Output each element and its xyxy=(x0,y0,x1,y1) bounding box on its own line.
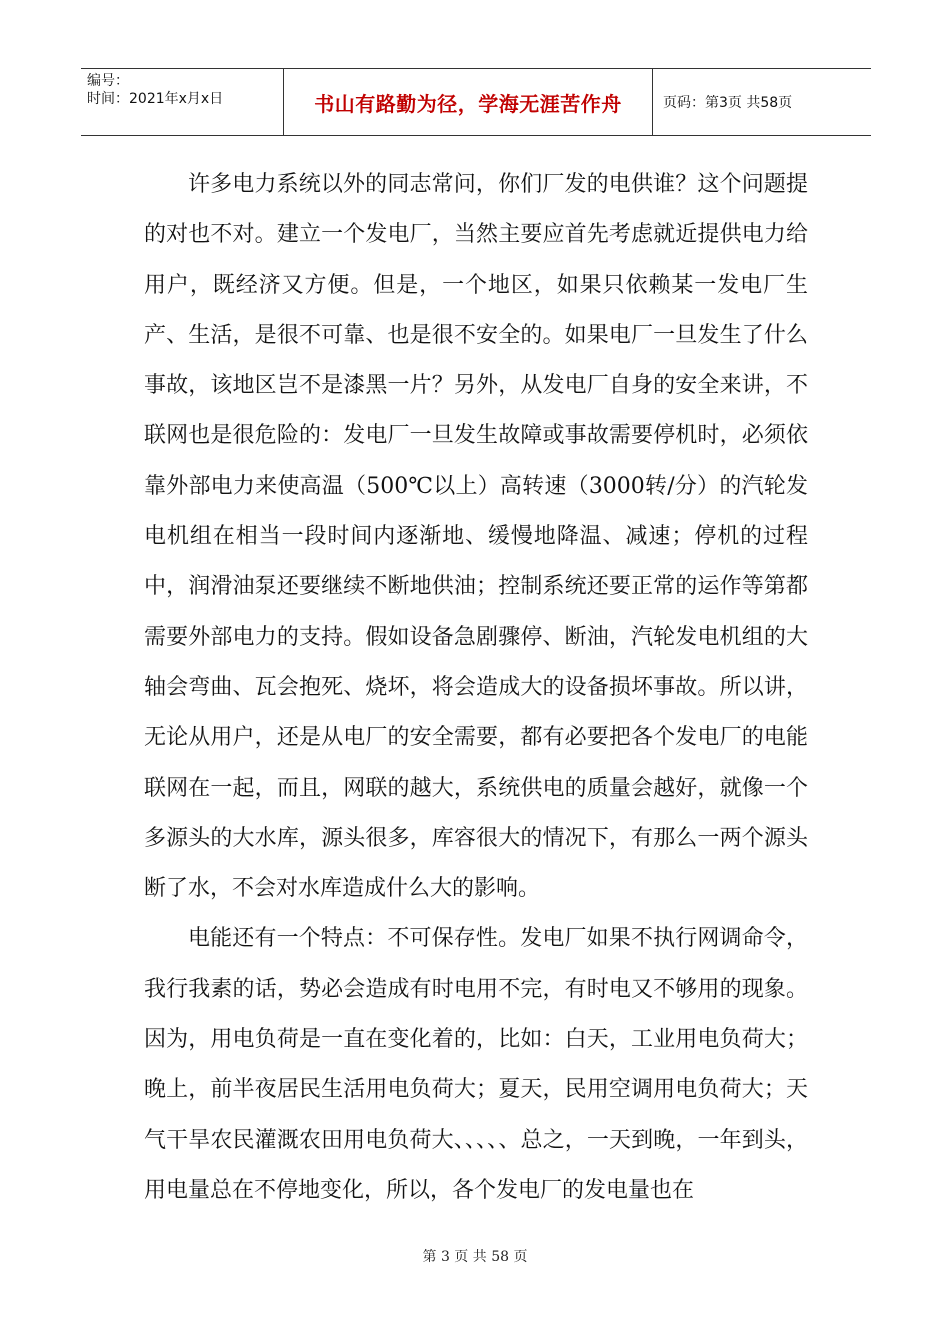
date-label: 时间：2021年x月x日 xyxy=(87,91,224,107)
slogan: 书山有路勤为径，学海无涯苦作舟 xyxy=(314,91,622,116)
header-page-cell xyxy=(653,69,871,135)
page-label: 页码：第3页 共58页 xyxy=(663,95,793,111)
page-footer: 第 3 页 共 58 页 xyxy=(422,1249,528,1265)
number-label: 编号： xyxy=(87,73,129,89)
header-info-cell xyxy=(81,69,284,135)
document-body xyxy=(144,160,808,1216)
paragraph: 电能还有一个特点：不可保存性。发电厂如果不执行网调命令，我行我素的话，势必会造成有时电用不完，有时电又不够用的现象。因为，用电负荷是一直在变化着的，比如：白天，工业用电负荷大；晚上，前半夜居民生活用电负荷大；夏天，民用空调用电负荷大；天气干旱农民灌溉农田用电负荷大、、、、、总之，一天到晚，一年到头，用电量总在不停地变化，所以，各个发电厂的发电量也在 xyxy=(144,926,808,1203)
document-header xyxy=(81,68,871,136)
header-slogan-cell xyxy=(284,69,653,135)
paragraph: 许多电力系统以外的同志常问，你们厂发的电供谁？这个问题提的对也不对。建立一个发电厂，当然主要应首先考虑就近提供电力给用户，既经济又方便。但是，一个地区，如果只依赖某一发电厂生产、生活，是很不可靠、也是很不安全的。如果电厂一旦发生了什么事故，该地区岂不是漆黑一片？另外，从发电厂自身的安全来讲，不联网也是很危险的：发电厂一旦发生故障或事故需要停机时，必须依靠外部电力来使高温（500℃以上）高转速（3000转/分）的汽轮发电机组在相当一段时间内逐渐地、缓慢地降温、减速；停机的过程中，润滑油泵还要继续不断地供油；控制系统还要正常的运作等第都需要外部电力的支持。假如设备急剧骤停、断油，汽轮发电机组的大轴会弯曲、瓦会抱死、烧坏，将会造成大的设备损坏事故。所以讲，无论从用户，还是从电厂的安全需要，都有必要把各个发电厂的电能联网在一起，而且，网联的越大，系统供电的质量会越好，就像一个多源头的大水库，源头很多，库容很大的情况下，有那么一两个源头断了水，不会对水库造成什么大的影响。 xyxy=(144,172,808,902)
